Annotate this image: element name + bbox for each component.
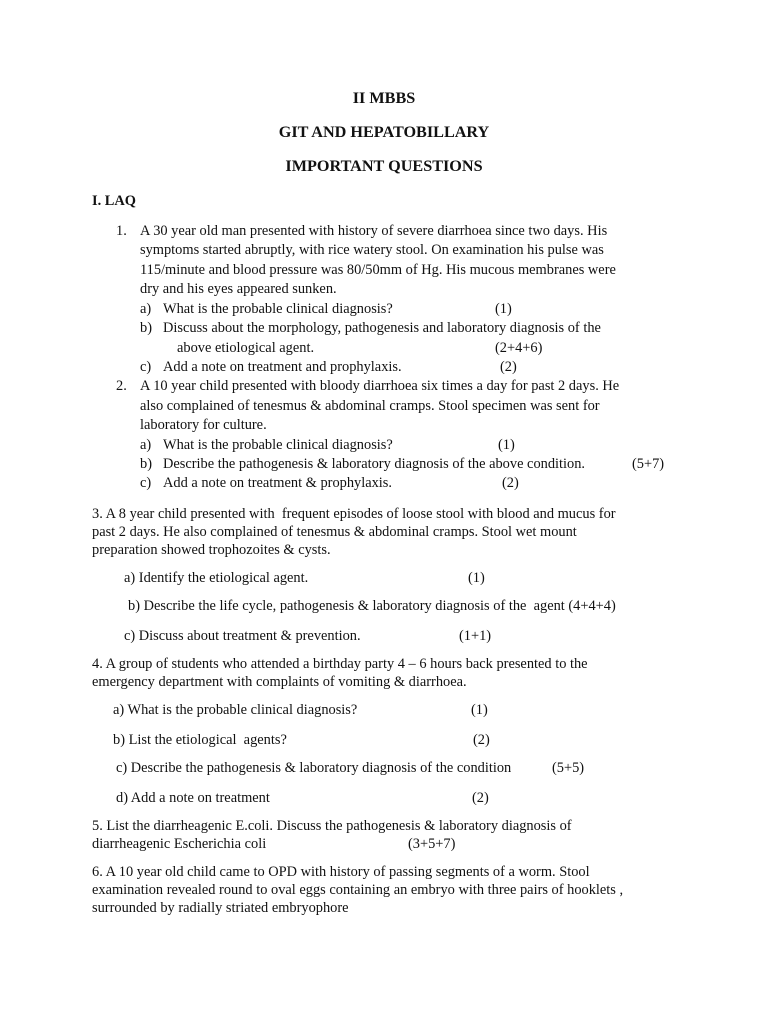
q1a-text: What is the probable clinical diagnosis?	[163, 301, 393, 317]
q6-line: 6. A 10 year old child came to OPD with history of passing segments of a worm. Stool	[92, 864, 590, 880]
q2a-marks: (1)	[498, 437, 515, 453]
q6-line: surrounded by radially striated embryophore	[92, 900, 349, 916]
q1a-marks: (1)	[495, 301, 512, 317]
q4-line: 4. A group of students who attended a birthday party 4 – 6 hours back presented to the	[92, 656, 588, 672]
q3-line: past 2 days. He also complained of tenesmus & abdominal cramps. Stool wet mount	[92, 524, 577, 540]
q1b-marks: (2+4+6)	[495, 340, 543, 356]
q1b-text-cont: above etiological agent.	[177, 340, 315, 356]
q3a-text: a) Identify the etiological agent.	[124, 570, 309, 586]
q4c-marks: (5+5)	[552, 760, 585, 776]
q4a-marks: (1)	[471, 702, 488, 718]
header-subject: GIT AND HEPATOBILLARY	[278, 123, 490, 141]
q3c-text: c) Discuss about treatment & prevention.	[124, 628, 361, 644]
q2b-marks: (5+7)	[632, 456, 665, 472]
q1c-marks: (2)	[500, 359, 517, 375]
q1-line: A 30 year old man presented with history of severe diarrhoea since two days. His	[140, 223, 608, 239]
q3-line: 3. A 8 year child presented with frequent episodes of loose stool with blood and mucus for	[92, 506, 616, 522]
q2b-text: Describe the pathogenesis & laboratory diagnosis of the above condition.	[163, 456, 586, 472]
q4-line: emergency department with complaints of vomiting & diarrhoea.	[92, 674, 467, 690]
q1-number: 1.	[116, 223, 127, 239]
q2-line: laboratory for culture.	[140, 417, 267, 433]
q2a-text: What is the probable clinical diagnosis?	[163, 437, 393, 453]
q5-line: 5. List the diarrheagenic E.coli. Discuss the pathogenesis & laboratory diagnosis of	[92, 818, 572, 834]
q3a-marks: (1)	[468, 570, 485, 586]
q2b-label: b)	[140, 456, 152, 472]
q5-marks: (3+5+7)	[408, 836, 456, 852]
q5-line: diarrheagenic Escherichia coli	[92, 836, 267, 852]
q4b-marks: (2)	[473, 732, 490, 748]
q3b-text: b) Describe the life cycle, pathogenesis & laboratory diagnosis of the agent (4+4+4)	[128, 598, 616, 614]
q2c-text: Add a note on treatment & prophylaxis.	[163, 475, 392, 491]
q1c-label: c)	[140, 359, 152, 375]
q1b-label: b)	[140, 320, 152, 336]
q2-number: 2.	[116, 378, 127, 394]
q1b-text: Discuss about the morphology, pathogenesis and laboratory diagnosis of the	[163, 320, 601, 336]
q3-line: preparation showed trophozoites & cysts.	[92, 542, 331, 558]
q2-line: A 10 year child presented with bloody diarrhoea six times a day for past 2 days. He	[140, 378, 620, 394]
header-title: II MBBS	[352, 89, 416, 107]
header-subtitle: IMPORTANT QUESTIONS	[285, 157, 483, 175]
q1-line: symptoms started abruptly, with rice watery stool. On examination his pulse was	[140, 242, 604, 258]
q4c-text: c) Describe the pathogenesis & laboratory diagnosis of the condition	[116, 760, 512, 776]
q1-line: 115/minute and blood pressure was 80/50mm of Hg. His mucous membranes were	[140, 262, 616, 278]
q4d-marks: (2)	[472, 790, 489, 806]
q4a-text: a) What is the probable clinical diagnosis?	[113, 702, 358, 718]
q4d-text: d) Add a note on treatment	[116, 790, 270, 806]
q2a-label: a)	[140, 437, 152, 453]
q1c-text: Add a note on treatment and prophylaxis.	[163, 359, 402, 375]
q3c-marks: (1+1)	[459, 628, 492, 644]
q2c-label: c)	[140, 475, 152, 491]
q1-line: dry and his eyes appeared sunken.	[140, 281, 337, 297]
q2c-marks: (2)	[502, 475, 519, 491]
q6-line: examination revealed round to oval eggs containing an embryo with three pairs of hooklets ,	[92, 882, 624, 898]
q2-line: also complained of tenesmus & abdominal cramps. Stool specimen was sent for	[140, 398, 600, 414]
q1a-label: a)	[140, 301, 152, 317]
section-heading: I. LAQ	[92, 193, 136, 209]
q4b-text: b) List the etiological agents?	[113, 732, 287, 748]
